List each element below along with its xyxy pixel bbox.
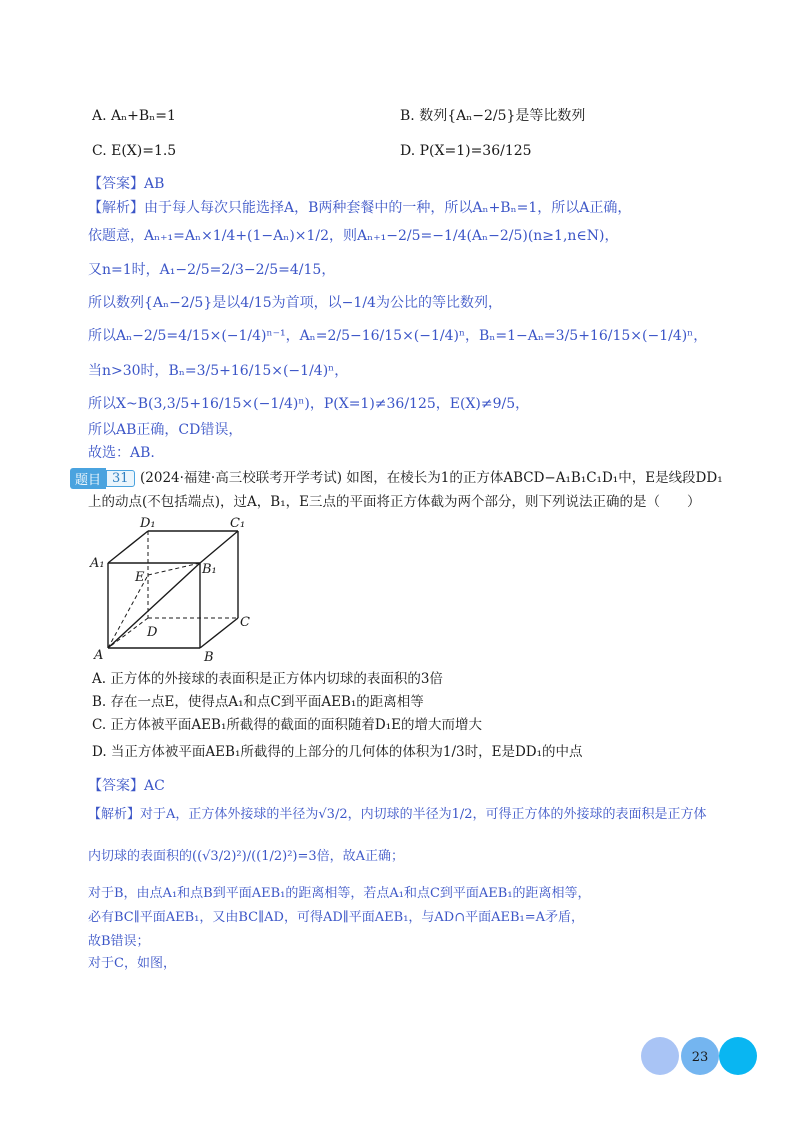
solution-line: 对于C，如图， <box>88 956 176 971</box>
question-number: 31 <box>106 470 135 487</box>
solution-line: 必有BC∥平面AEB₁，又由BC∥AD，可得AD∥平面AEB₁，与AD∩平面AEB₁=A矛盾， <box>88 910 585 925</box>
option-c: C. 正方体被平面AEB₁所截得的截面的面积随着D₁E的增大而增大 <box>92 717 482 733</box>
solution-line: 【解析】对于A，正方体外接球的半径为√3/2，内切球的半径为1/2，可得正方体的外接球的表面积是正方体 <box>88 807 707 822</box>
question-stem: 上的动点(不包括端点)，过A，B₁，E三点的平面将正方体截为两个部分，则下列说法正确的是（ ） <box>88 494 701 510</box>
solution-line: 【解析】由于每人每次只能选择A，B两种套餐中的一种，所以Aₙ+Bₙ=1，所以A正确， <box>88 200 632 216</box>
label-d: D <box>147 625 158 640</box>
option-d: D. 当正方体被平面AEB₁所截得的上部分的几何体的体积为1/3时，E是DD₁的中点 <box>92 744 583 760</box>
label-a1: A₁ <box>90 556 105 571</box>
label-c: C <box>240 615 250 630</box>
option-c-prev: C. E(X)=1.5 <box>92 143 177 159</box>
answer-label: 【答案】AC <box>88 778 165 794</box>
solution-line: 故B错误； <box>88 934 150 949</box>
option-a-prev: A. Aₙ+Bₙ=1 <box>92 108 176 124</box>
solution-line: 当n>30时，Bₙ=3/5+16/15×(−1/4)ⁿ， <box>88 363 349 379</box>
question-badge-label: 题目 <box>70 468 106 489</box>
solution-line: 所以数列{Aₙ−2/5}是以4/15为首项，以−1/4为公比的等比数列， <box>88 295 502 311</box>
solution-line: 内切球的表面积的((√3/2)²)/((1/2)²)=3倍，故A正确； <box>88 849 405 864</box>
label-d1: D₁ <box>140 516 156 531</box>
question-stem: (2024·福建·高三校联考开学考试) 如图，在棱长为1的正方体ABCD−A₁B₁C₁D₁中，E是线段DD₁ <box>140 470 723 486</box>
solution-line: 故选：AB. <box>88 445 155 461</box>
label-b1: B₁ <box>202 562 217 577</box>
option-a: A. 正方体的外接球的表面积是正方体内切球的表面积的3倍 <box>92 671 443 687</box>
option-b: B. 存在一点E，使得点A₁和点C到平面AEB₁的距离相等 <box>92 694 424 710</box>
page-number: 23 <box>691 1050 709 1065</box>
label-c1: C₁ <box>230 516 246 531</box>
decor-circle-icon <box>641 1037 679 1075</box>
solution-line: 又n=1时，A₁−2/5=2/3−2/5=4/15， <box>88 262 336 278</box>
page-number-badge <box>640 1036 760 1076</box>
solution-line: 所以X~B(3,3/5+16/15×(−1/4)ⁿ)，P(X=1)≠36/125，E(X)≠9/5， <box>88 396 530 412</box>
question-badge <box>70 468 135 488</box>
solution-line: 对于B，由点A₁和点B到平面AEB₁的距离相等，若点A₁和点C到平面AEB₁的距离相等， <box>88 886 591 901</box>
label-a: A <box>94 648 104 663</box>
solution-line: 所以AB正确，CD错误， <box>88 422 243 438</box>
cube-figure <box>88 513 268 663</box>
decor-circle-icon <box>719 1037 757 1075</box>
label-b: B <box>204 650 214 663</box>
option-b-prev: B. 数列{Aₙ−2/5}是等比数列 <box>400 108 586 124</box>
option-d-prev: D. P(X=1)=36/125 <box>400 143 532 159</box>
label-e: E <box>135 570 145 585</box>
answer-label: 【答案】AB <box>88 176 165 192</box>
solution-line: 所以Aₙ−2/5=4/15×(−1/4)ⁿ⁻¹，Aₙ=2/5−16/15×(−1/4)ⁿ，Bₙ=1−Aₙ=3/5+16/15×(−1/4)ⁿ， <box>88 328 708 344</box>
solution-line: 依题意，Aₙ₊₁=Aₙ×1/4+(1−Aₙ)×1/2，则Aₙ₊₁−2/5=−1/4(Aₙ−2/5)(n≥1,n∈N)， <box>88 228 619 244</box>
